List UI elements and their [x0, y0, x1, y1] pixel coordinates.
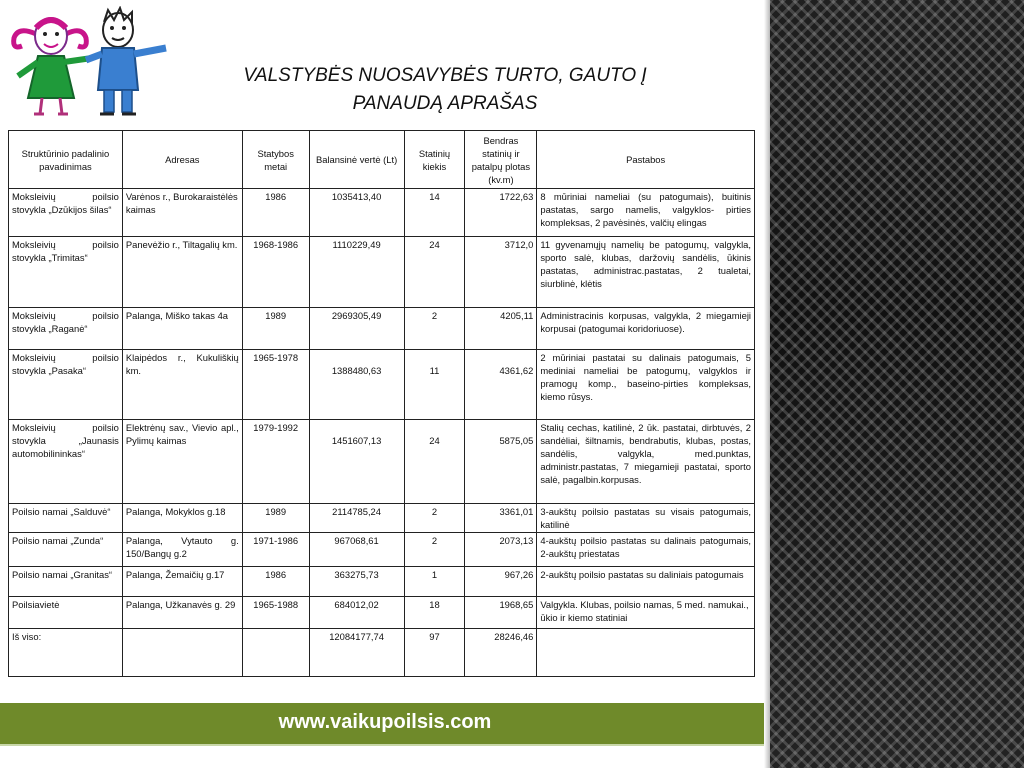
cell-value: 967068,61	[309, 533, 404, 567]
cell-count: 24	[404, 237, 465, 308]
cell-count: 11	[404, 350, 465, 420]
table-row	[9, 308, 755, 350]
total-address-empty	[122, 629, 242, 677]
cell-value: 2969305,49	[309, 308, 404, 350]
footer-url[interactable]: www.vaikupoilsis.com	[278, 711, 492, 733]
cell-year: 1986	[242, 189, 309, 237]
header-value: Balansinė vertė (Lt)	[309, 131, 404, 189]
cell-name: Poilsio namai „Granitas“	[9, 567, 123, 597]
cell-address: Palanga, Mokyklos g.18	[122, 504, 242, 533]
cell-notes: 8 mūriniai nameliai (su patogumais), buitinis pastatas, sargo namelis, valgyklos- pirties kompleksas, 2 pavėsinės, valčių elingas	[537, 189, 755, 237]
cell-value: 684012,02	[309, 597, 404, 629]
cell-count: 2	[404, 533, 465, 567]
cell-area: 3712,0	[465, 237, 537, 308]
cell-year: 1979-1992	[242, 420, 309, 504]
table-row	[9, 420, 755, 504]
cell-year: 1965-1978	[242, 350, 309, 420]
cell-notes: 4-aukštų poilsio pastatas su dalinais patogumais, 2-aukštų priestatas	[537, 533, 755, 567]
cell-address: Elektrėnų sav., Vievio apl., Pylimų kaimas	[122, 420, 242, 504]
title-line-1: VALSTYBĖS NUOSAVYBĖS TURTO, GAUTO Į	[243, 65, 647, 86]
total-area: 28246,46	[465, 629, 537, 677]
cell-area: 1722,63	[465, 189, 537, 237]
cell-notes: Valgykla. Klubas, poilsio namas, 5 med. namukai., ūkio ir kiemo statiniai	[537, 597, 755, 629]
cell-year: 1989	[242, 308, 309, 350]
cell-notes: 2 mūriniai pastatai su dalinais patogumais, 5 mediniai nameliai be patogumų, valgyklos ir pramogų komp., baseino-pirties kompleksas, kiemo rūsys.	[537, 350, 755, 420]
table-row	[9, 504, 755, 533]
children-logo	[8, 6, 173, 118]
title-line-2: PANAUDĄ APRAŠAS	[352, 93, 538, 114]
cell-name: Moksleivių poilsio stovykla „Trimitas“	[9, 237, 123, 308]
cell-year: 1968-1986	[242, 237, 309, 308]
cell-year: 1989	[242, 504, 309, 533]
cell-year: 1986	[242, 567, 309, 597]
page-title	[200, 62, 690, 118]
cell-area: 4205,11	[465, 308, 537, 350]
header-area: Bendras statinių ir patalpų plotas (kv.m)	[465, 131, 537, 189]
table-total-row	[9, 629, 755, 677]
header-address: Adresas	[122, 131, 242, 189]
property-table	[8, 130, 755, 677]
total-value: 12084177,74	[309, 629, 404, 677]
cell-notes: 3-aukštų poilsio pastatas su visais patogumais, katilinė	[537, 504, 755, 533]
cell-notes: Stalių cechas, katilinė, 2 ūk. pastatai, dirbtuvės, 2 sandėliai, šiltnamis, bendrabutis, klubas, postas, sandėlis, valgykla, med.punktas, administr.pastatas, 7 miegamieji pastatai, sporto salė, pagalbin.korpusas.	[537, 420, 755, 504]
table-row	[9, 237, 755, 308]
girl-figure	[14, 18, 92, 114]
table-header-row	[9, 131, 755, 189]
cell-name: Moksleivių poilsio stovykla „Raganė“	[9, 308, 123, 350]
cell-address: Palanga, Užkanavės g. 29	[122, 597, 242, 629]
cell-count: 2	[404, 504, 465, 533]
cell-value: 1035413,40	[309, 189, 404, 237]
cell-area: 967,26	[465, 567, 537, 597]
cell-value: 1110229,49	[309, 237, 404, 308]
table-row	[9, 597, 755, 629]
cell-address: Palanga, Vytauto g. 150/Bangų g.2	[122, 533, 242, 567]
total-notes-empty	[537, 629, 755, 677]
cell-value: 1451607,13	[309, 420, 404, 504]
cell-count: 24	[404, 420, 465, 504]
header-year: Statybos metai	[242, 131, 309, 189]
total-label: Iš viso:	[9, 629, 123, 677]
cell-address: Palanga, Miško takas 4a	[122, 308, 242, 350]
cell-count: 14	[404, 189, 465, 237]
cell-notes: 11 gyvenamųjų namelių be patogumų, valgykla, sporto salė, klubas, daržovių sandėlis, ūkinis pastatas, administrac.pastatas, 2 tualetai, siurblinė, klėtis	[537, 237, 755, 308]
table-row	[9, 567, 755, 597]
cell-area: 3361,01	[465, 504, 537, 533]
cell-address: Klaipėdos r., Kukuliškių km.	[122, 350, 242, 420]
header-notes: Pastabos	[537, 131, 755, 189]
cell-value: 1388480,63	[309, 350, 404, 420]
cell-year: 1971-1986	[242, 533, 309, 567]
carbon-fiber-panel	[770, 0, 1024, 768]
table-row	[9, 533, 755, 567]
header-name: Struktūrinio padalinio pavadinimas	[9, 131, 123, 189]
header-count: Statinių kiekis	[404, 131, 465, 189]
cell-value: 363275,73	[309, 567, 404, 597]
cell-area: 2073,13	[465, 533, 537, 567]
cell-address: Palanga, Žemaičių g.17	[122, 567, 242, 597]
cell-notes: Administracinis korpusas, valgykla, 2 miegamieji korpusai (patogumai koridoriuose).	[537, 308, 755, 350]
cell-address: Panevėžio r., Tiltagalių km.	[122, 237, 242, 308]
cell-year: 1965-1988	[242, 597, 309, 629]
cell-address: Varėnos r., Burokaraistėlės kaimas	[122, 189, 242, 237]
cell-name: Poilsiavietė	[9, 597, 123, 629]
cell-area: 5875,05	[465, 420, 537, 504]
total-year-empty	[242, 629, 309, 677]
cell-value: 2114785,24	[309, 504, 404, 533]
boy-figure	[86, 8, 166, 114]
total-count: 97	[404, 629, 465, 677]
cell-name: Poilsio namai „Salduvė“	[9, 504, 123, 533]
cell-count: 2	[404, 308, 465, 350]
table-row	[9, 350, 755, 420]
footer-divider	[0, 744, 770, 746]
cell-name: Poilsio namai „Zunda“	[9, 533, 123, 567]
cell-name: Moksleivių poilsio stovykla „Dzūkijos šilas“	[9, 189, 123, 237]
cell-name: Moksleivių poilsio stovykla „Jaunasis automobilininkas“	[9, 420, 123, 504]
cell-area: 1968,65	[465, 597, 537, 629]
cell-area: 4361,62	[465, 350, 537, 420]
cell-name: Moksleivių poilsio stovykla „Pasaka“	[9, 350, 123, 420]
table-row	[9, 189, 755, 237]
cell-count: 18	[404, 597, 465, 629]
cell-count: 1	[404, 567, 465, 597]
footer-bar	[0, 703, 770, 744]
cell-notes: 2-aukštų poilsio pastatas su daliniais patogumais	[537, 567, 755, 597]
